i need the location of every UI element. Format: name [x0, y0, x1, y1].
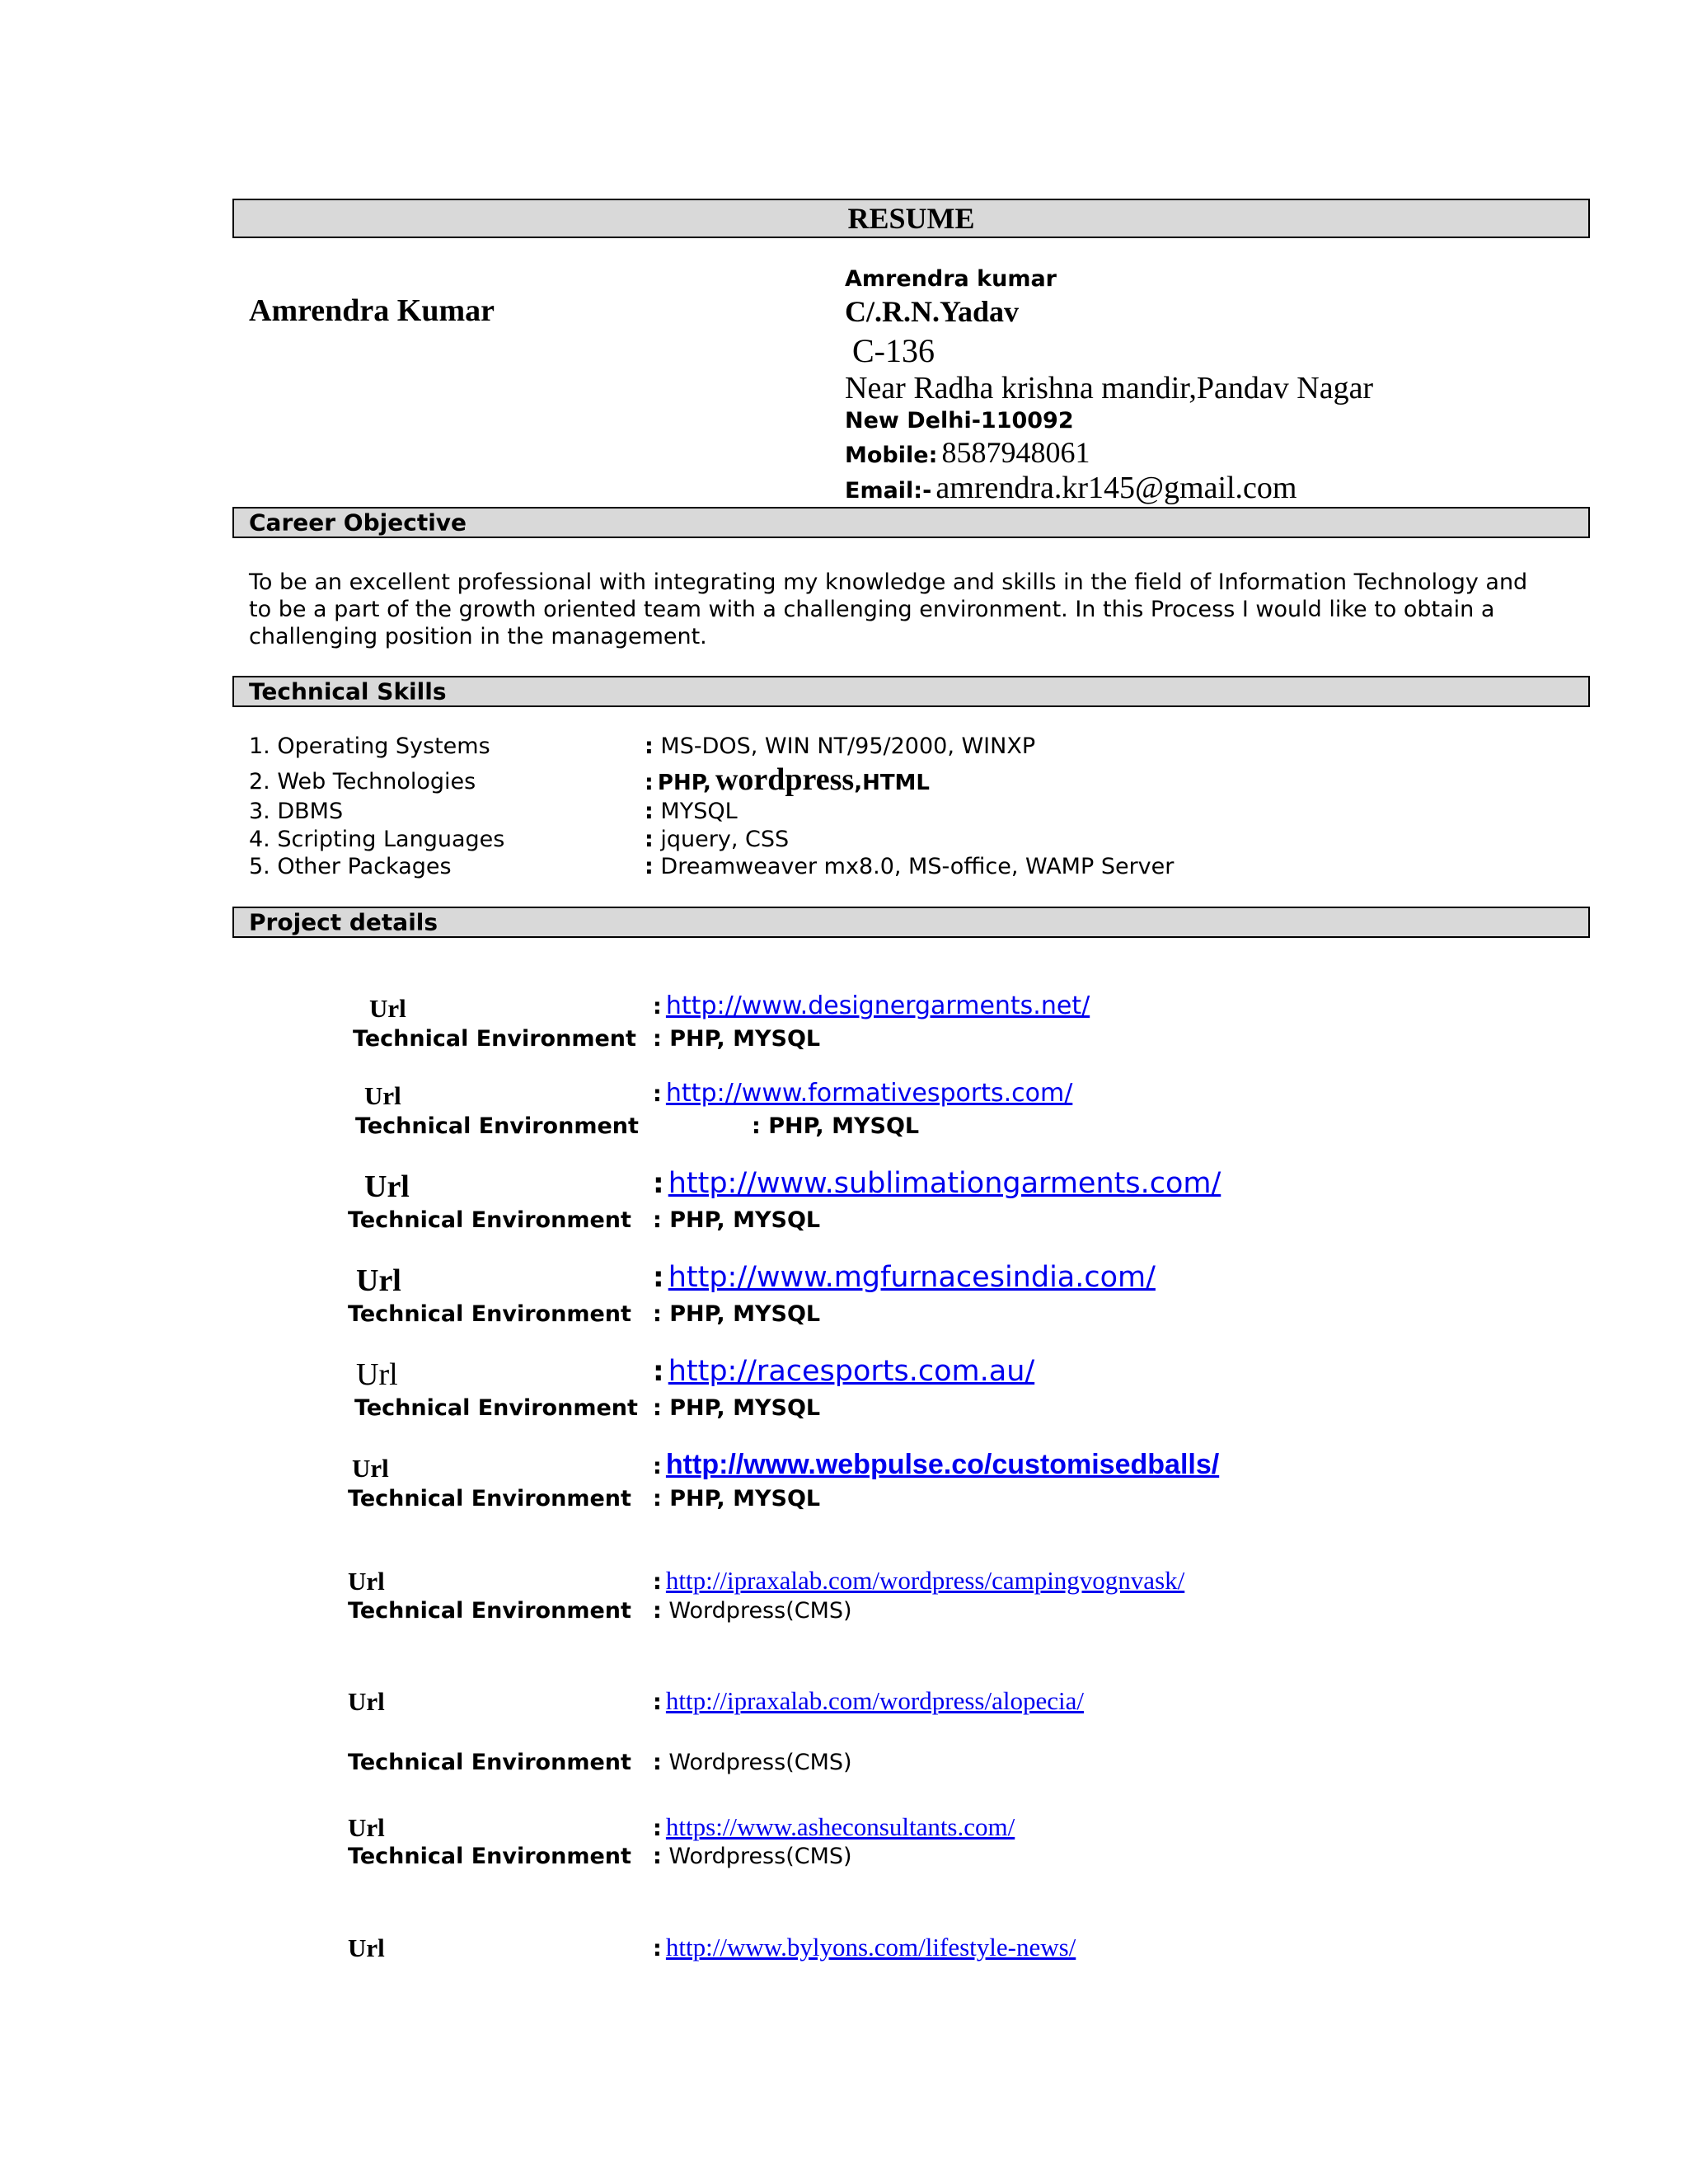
- project-url: : http://www.webpulse.co/customisedballs/: [653, 1449, 1220, 1480]
- url-label: Url: [364, 1081, 401, 1110]
- url-label: Url: [348, 1687, 385, 1716]
- env-label: Technical Environment: [348, 1207, 631, 1233]
- project-url: : http://www.designergarments.net/: [653, 991, 1090, 1020]
- project-url-link[interactable]: http://www.sublimationgarments.com/: [668, 1167, 1221, 1200]
- career-objective-text: [249, 569, 1527, 650]
- project-env: : PHP, MYSQL: [653, 1395, 821, 1421]
- project-env: : PHP, MYSQL: [653, 1486, 821, 1511]
- project-url-link[interactable]: http://ipraxalab.com/wordpress/alopecia/: [665, 1686, 1084, 1715]
- env-label: Technical Environment: [353, 1026, 636, 1052]
- url-label: Url: [356, 1263, 401, 1298]
- skill-value: : Dreamweaver mx8.0, MS-office, WAMP Server: [645, 854, 1175, 879]
- env-label: Technical Environment: [348, 1301, 631, 1327]
- career-objective-heading: Career Objective: [249, 509, 467, 537]
- project-url-link[interactable]: http://ipraxalab.com/wordpress/campingvognvask/: [665, 1566, 1185, 1595]
- env-label: Technical Environment: [348, 1844, 631, 1869]
- project-details-bar: [232, 907, 1590, 938]
- project-env: : Wordpress(CMS): [653, 1844, 852, 1869]
- address-street: Near Radha krishna mandir,Pandav Nagar: [845, 371, 1374, 405]
- email-label: Email:-: [845, 478, 932, 504]
- url-label: Url: [352, 1454, 389, 1483]
- project-url-link[interactable]: https://www.asheconsultants.com/: [665, 1812, 1015, 1841]
- skill-label: 5. Other Packages: [249, 854, 452, 879]
- url-label: Url: [348, 1933, 385, 1962]
- project-url-link[interactable]: http://www.designergarments.net/: [665, 991, 1090, 1020]
- skill-label: 2. Web Technologies: [249, 769, 476, 794]
- project-url: : http://ipraxalab.com/wordpress/alopecia/: [653, 1686, 1084, 1715]
- project-url-link[interactable]: http://www.formativesports.com/: [665, 1079, 1073, 1108]
- candidate-name: Amrendra Kumar: [249, 293, 495, 328]
- env-label: Technical Environment: [348, 1750, 631, 1775]
- url-label: Url: [356, 1357, 398, 1392]
- address-care-of: C/.R.N.Yadav: [845, 295, 1020, 328]
- address-email: [845, 470, 1296, 506]
- skill-value: : MS-DOS, WIN NT/95/2000, WINXP: [645, 733, 1036, 759]
- career-line: challenging position in the management.: [249, 624, 707, 649]
- env-label: Technical Environment: [348, 1598, 631, 1624]
- skill-label: 1. Operating Systems: [249, 733, 490, 759]
- project-url: : http://www.bylyons.com/lifestyle-news/: [653, 1933, 1076, 1961]
- career-line: To be an excellent professional with integrating my knowledge and skills in the field of Information Technology and: [249, 569, 1528, 595]
- skill-value: : MYSQL: [645, 799, 738, 824]
- skill-label: 4. Scripting Languages: [249, 827, 505, 852]
- project-details-heading: Project details: [249, 908, 438, 936]
- skill-value: : jquery, CSS: [645, 827, 790, 852]
- project-url: : http://ipraxalab.com/wordpress/campingvognvask/: [653, 1566, 1185, 1595]
- mobile-number: 8587948061: [941, 436, 1090, 469]
- url-label: Url: [348, 1813, 385, 1842]
- technical-skills-bar: [232, 676, 1590, 707]
- url-label: Url: [369, 994, 406, 1023]
- project-env: : Wordpress(CMS): [653, 1750, 852, 1775]
- env-label: Technical Environment: [348, 1486, 631, 1511]
- project-env: : PHP, MYSQL: [653, 1026, 821, 1052]
- email-address: amrendra.kr145@gmail.com: [935, 471, 1297, 505]
- address-city: New Delhi-110092: [845, 408, 1074, 434]
- project-env: : Wordpress(CMS): [653, 1598, 852, 1624]
- resume-title: RESUME: [847, 202, 975, 235]
- url-label: Url: [364, 1169, 410, 1204]
- technical-skills-heading: Technical Skills: [249, 677, 447, 705]
- project-url: : http://racesports.com.au/: [653, 1355, 1035, 1388]
- project-url-link[interactable]: http://www.bylyons.com/lifestyle-news/: [665, 1933, 1076, 1961]
- url-label: Url: [348, 1567, 385, 1596]
- project-env: : PHP, MYSQL: [653, 1301, 821, 1327]
- env-label: Technical Environment: [354, 1395, 638, 1421]
- project-url-link[interactable]: http://racesports.com.au/: [668, 1355, 1035, 1388]
- career-objective-bar: [232, 507, 1590, 538]
- project-env: : PHP, MYSQL: [752, 1113, 920, 1139]
- address-name: Amrendra kumar: [845, 266, 1057, 292]
- project-url: : http://www.mgfurnacesindia.com/: [653, 1261, 1156, 1294]
- project-url-link[interactable]: http://www.webpulse.co/customisedballs/: [665, 1449, 1220, 1480]
- project-url-link[interactable]: http://www.mgfurnacesindia.com/: [668, 1261, 1156, 1294]
- address-house: C-136: [852, 332, 935, 369]
- env-label: Technical Environment: [355, 1113, 639, 1139]
- skill-value: : PHP, wordpress,HTML: [645, 762, 930, 797]
- project-url: : http://www.sublimationgarments.com/: [653, 1167, 1221, 1200]
- mobile-label: Mobile:: [845, 443, 938, 468]
- address-mobile: [845, 435, 1090, 470]
- career-line: to be a part of the growth oriented team with a challenging environment. In this Process I would like to obtain a: [249, 597, 1495, 622]
- project-url: : http://www.formativesports.com/: [653, 1079, 1073, 1108]
- project-url: : https://www.asheconsultants.com/: [653, 1812, 1015, 1841]
- skill-label: 3. DBMS: [249, 799, 344, 824]
- resume-title-bar: [232, 199, 1590, 238]
- project-env: : PHP, MYSQL: [653, 1207, 821, 1233]
